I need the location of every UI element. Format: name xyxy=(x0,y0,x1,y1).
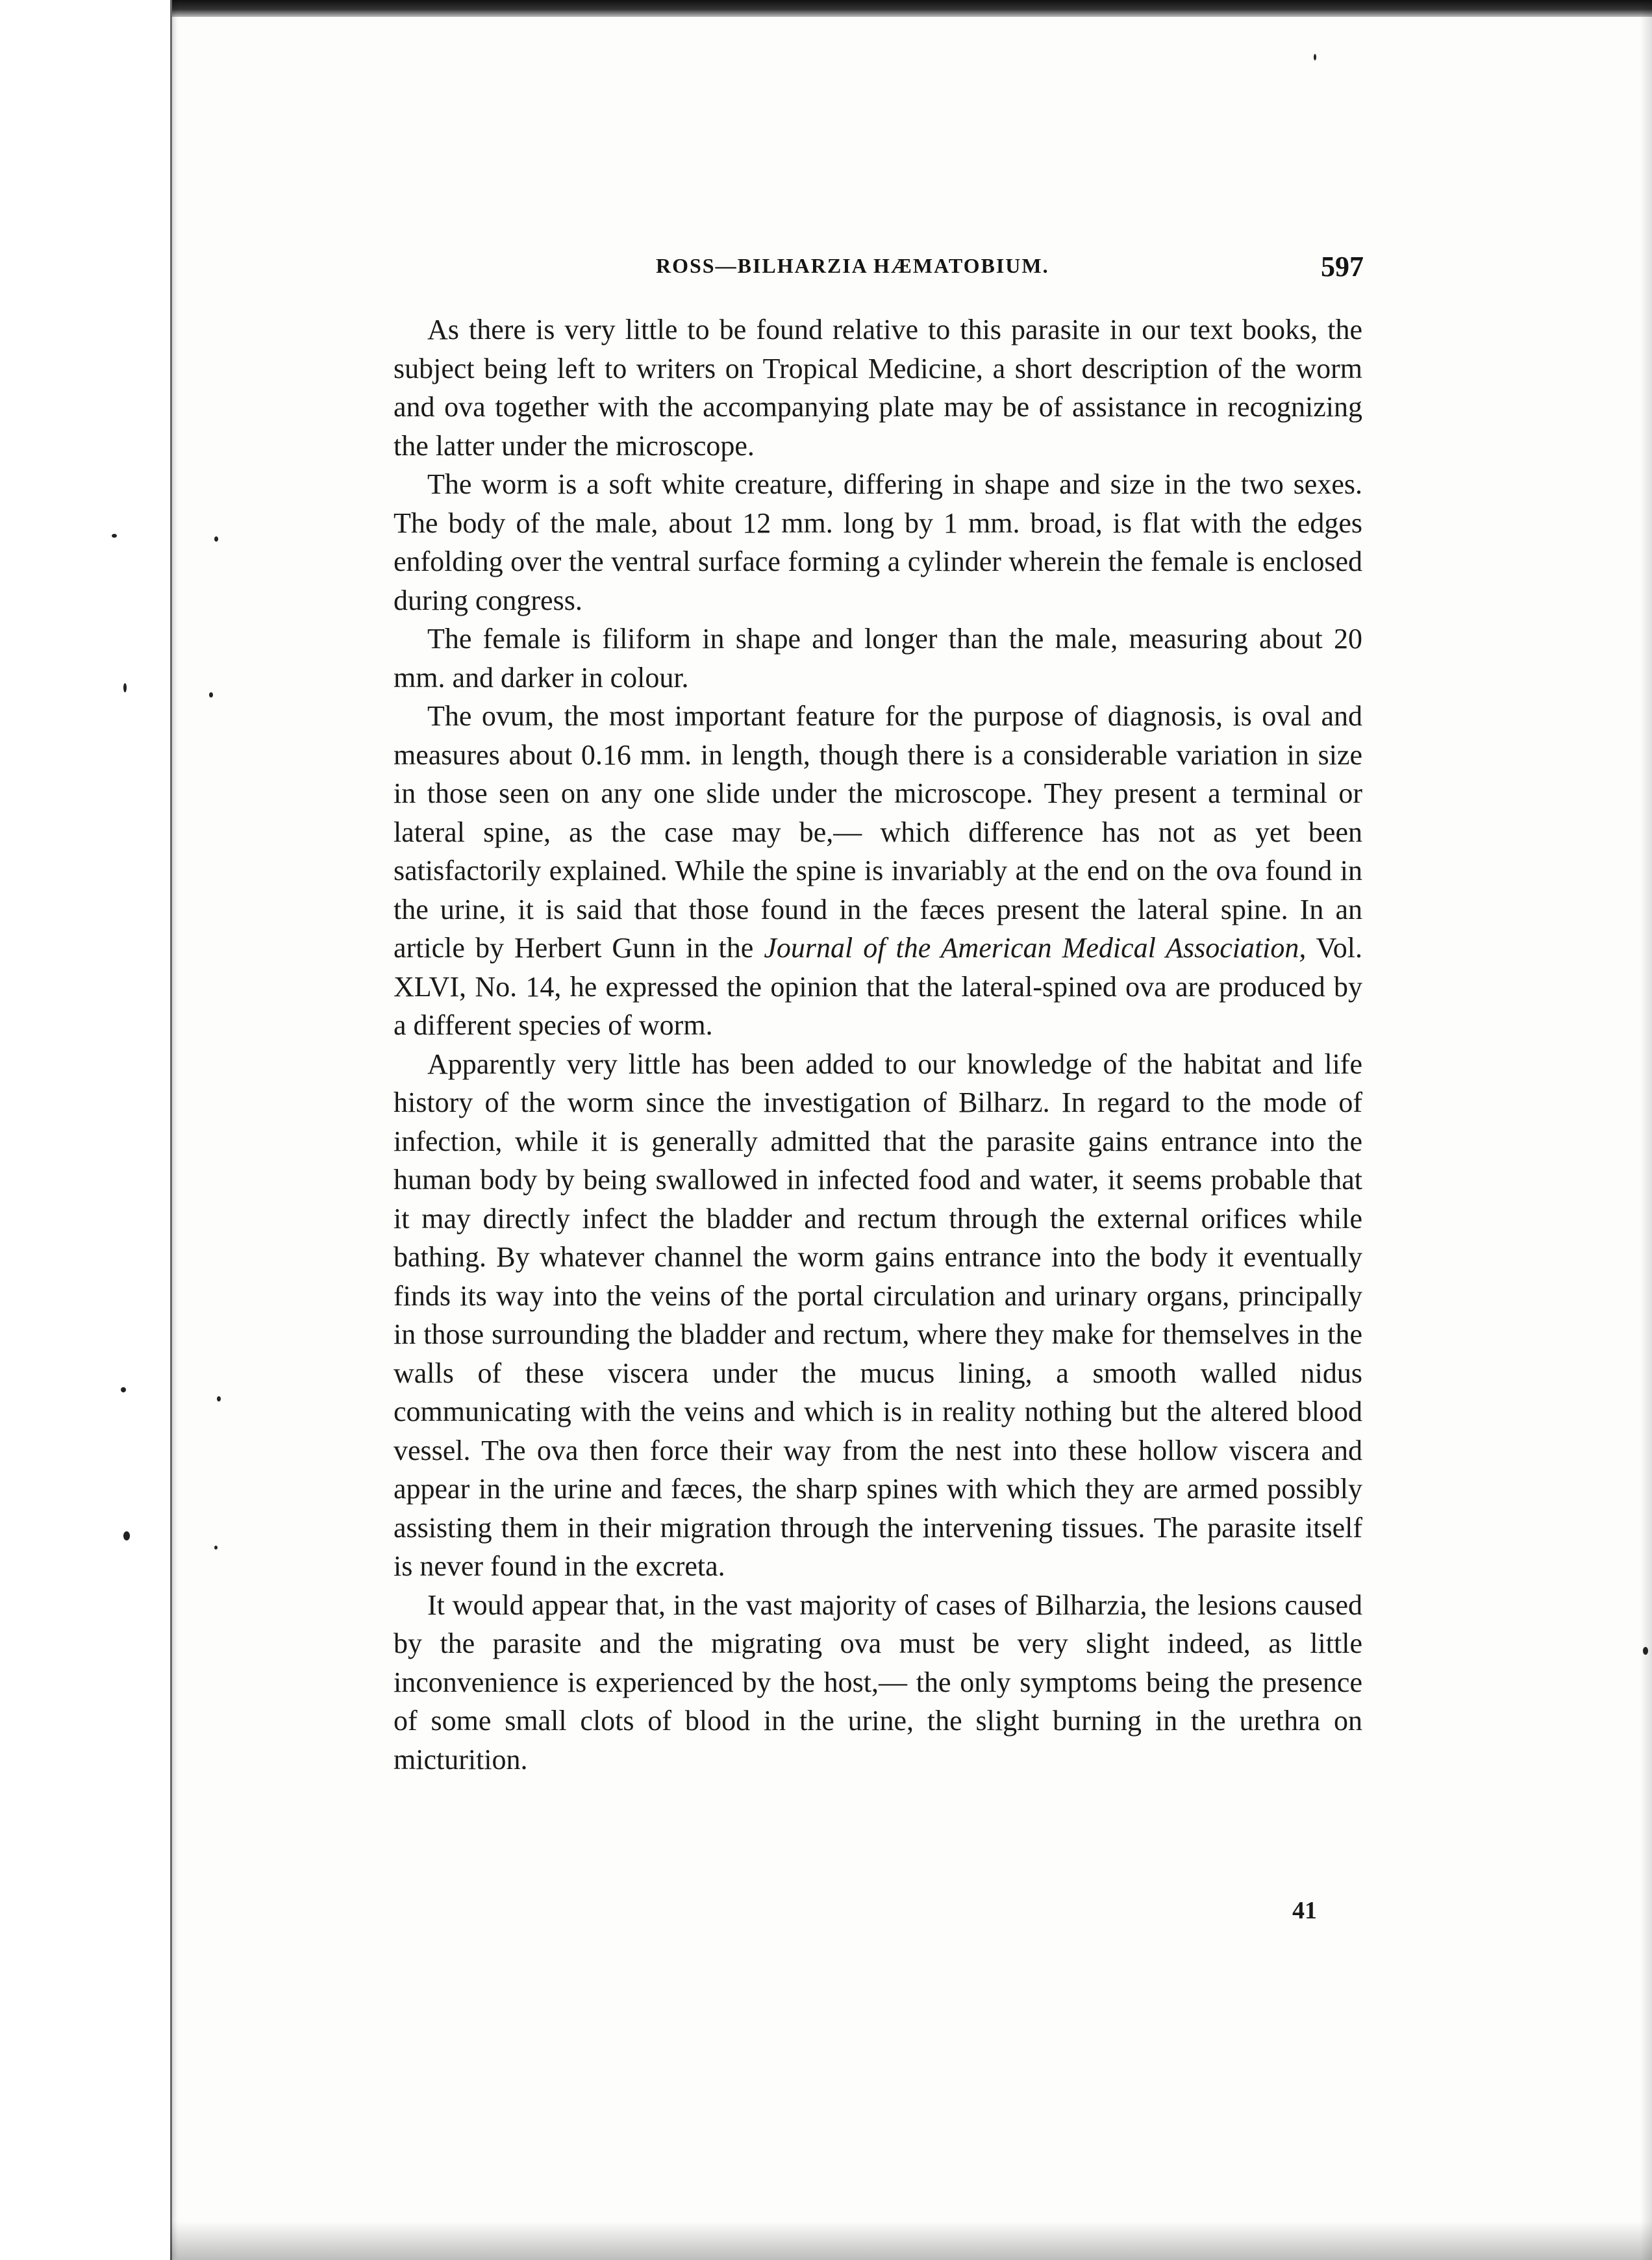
scan-speck xyxy=(214,1546,218,1550)
journal-title: Journal of the American Medical Association, xyxy=(764,932,1307,964)
article-body xyxy=(394,310,1362,1779)
page-header xyxy=(656,250,1364,289)
running-head: ROSS—BILHARZIA HÆMATOBIUM. xyxy=(656,254,1049,277)
scan-speck xyxy=(217,1396,221,1401)
scan-speck xyxy=(209,692,213,697)
paragraph-5: Apparently very little has been added to our knowledge of the habitat and life history of the worm since the investigation of Bilharz. In regard to the mode of infection, while it is generally admitted that the parasite gains entrance into the human body by being swallowed in infected food and water, it seems probable that it may directly infect the bladder and rectum through the external orifices while bathing. By whatever channel the worm gains entrance into the body it eventually finds its way into the veins of the portal circulation and urinary organs, principally in those surrounding the bladder and rectum, where they make for themselves in the walls of these viscera under the mucus lining, a smooth walled nidus communicating with the veins and which is in reality nothing but the altered blood vessel. The ova then force their way from the nest into these hollow viscera and appear in the urine and fæces, the sharp spines with which they are armed possibly assisting them in their migration through the intervening tissues. The parasite itself is never found in the excreta. xyxy=(394,1048,1362,1582)
scan-bottom-shadow xyxy=(170,2221,1652,2260)
paragraph-4 xyxy=(394,697,1362,1045)
paragraph-2: The worm is a soft white creature, differing in shape and size in the two sexes. The body of the male, about 12 mm. long by 1 mm. broad, is flat with the edges enfolding over the ventral surface forming a cylinder wherein the female is enclosed during congress. xyxy=(394,468,1362,616)
scan-speck xyxy=(1643,1647,1648,1655)
paragraph-1: As there is very little to be found relative to this parasite in our text books, the subject being left to writers on Tropical Medicine, a short description of the worm and ova together with the accompanying plate may be of assistance in recognizing the latter under the microscope. xyxy=(394,314,1362,462)
paragraph-4-text-a: The ovum, the most important feature for the purpose of diagnosis, is oval and measures about 0.16 mm. in length, though there is a considerable variation in size in those seen on any one slide under the microscope. They present a terminal or lateral spine, as the case may be,— which difference has not as yet been satisfactorily explained. While the spine is invariably at the end on the ova found in the urine, it is said that those found in the fæces present the lateral spine. In an article by Herbert Gunn in the xyxy=(394,700,1362,964)
scan-speck xyxy=(121,1387,126,1392)
scan-speck xyxy=(214,536,218,542)
paragraph-4-text-b: Vol. XLVI, No. 14, he expressed the opinion that the lateral-spined ova are produced by a different species of worm. xyxy=(394,932,1363,1041)
scan-speck xyxy=(1314,54,1316,60)
facing-page-edge xyxy=(0,0,172,2260)
scan-right-shadow xyxy=(1640,0,1652,2260)
scan-speck xyxy=(112,534,117,538)
paragraph-3: The female is filiform in shape and longer than the male, measuring about 20 mm. and darker in colour. xyxy=(394,623,1362,694)
scan-top-edge xyxy=(162,0,1652,17)
paragraph-6: It would appear that, in the vast majority of cases of Bilharzia, the lesions caused by the parasite and the migrating ova must be very slight indeed, as little inconvenience is experienced by the host,— the only symptoms being the presence of some small clots of blood in the urine, the slight burning in the urethra on micturition. xyxy=(394,1588,1362,1776)
signature-mark: 41 xyxy=(1292,1897,1317,1924)
scan-speck xyxy=(123,683,127,692)
scan-speck xyxy=(123,1531,130,1540)
page-number: 597 xyxy=(1321,251,1364,282)
